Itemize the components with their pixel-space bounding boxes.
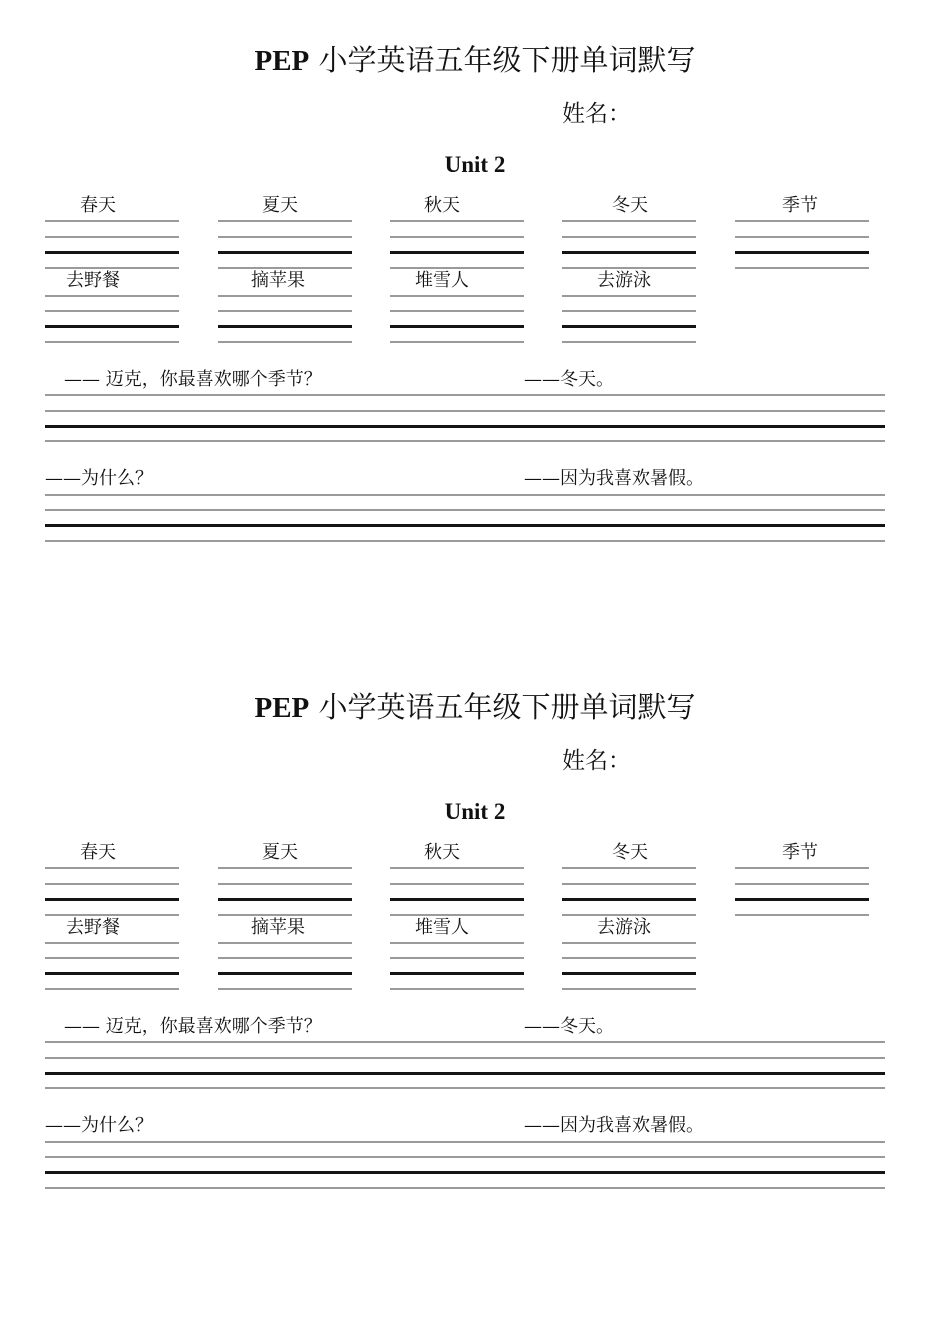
unit-heading: Unit 2	[444, 799, 506, 824]
unit-heading: Unit 2	[444, 152, 506, 177]
question-2: ——为什么？	[45, 1115, 153, 1136]
worksheet-1	[0, 0, 950, 640]
word-winter: 冬天	[612, 842, 648, 863]
word-pick-apples: 摘苹果	[251, 917, 305, 938]
answer-2: ——因为我喜欢暑假。	[524, 468, 704, 489]
worksheet-title: PEP 小学英语五年级下册单词默写	[254, 690, 696, 724]
word-spring: 春天	[80, 195, 116, 216]
word-summer: 夏天	[262, 195, 298, 216]
word-winter: 冬天	[612, 195, 648, 216]
answer-1: ——冬天。	[524, 369, 614, 390]
word-summer: 夏天	[262, 842, 298, 863]
name-label: 姓名：	[562, 748, 631, 774]
word-season: 季节	[782, 842, 818, 863]
word-spring: 春天	[80, 842, 116, 863]
answer-2: ——因为我喜欢暑假。	[524, 1115, 704, 1136]
word-snowman: 堆雪人	[415, 917, 469, 938]
question-1: —— 迈克，你最喜欢哪个季节？	[64, 369, 322, 390]
question-1: —— 迈克，你最喜欢哪个季节？	[64, 1016, 322, 1037]
word-swimming: 去游泳	[597, 270, 651, 291]
name-label: 姓名：	[562, 101, 631, 127]
answer-1: ——冬天。	[524, 1016, 614, 1037]
word-snowman: 堆雪人	[415, 270, 469, 291]
word-season: 季节	[782, 195, 818, 216]
word-picnic: 去野餐	[66, 917, 120, 938]
worksheet-title: PEP 小学英语五年级下册单词默写	[254, 43, 696, 77]
worksheet-2	[0, 647, 950, 1287]
word-pick-apples: 摘苹果	[251, 270, 305, 291]
word-autumn: 秋天	[424, 842, 460, 863]
word-autumn: 秋天	[424, 195, 460, 216]
question-2: ——为什么？	[45, 468, 153, 489]
word-picnic: 去野餐	[66, 270, 120, 291]
word-swimming: 去游泳	[597, 917, 651, 938]
